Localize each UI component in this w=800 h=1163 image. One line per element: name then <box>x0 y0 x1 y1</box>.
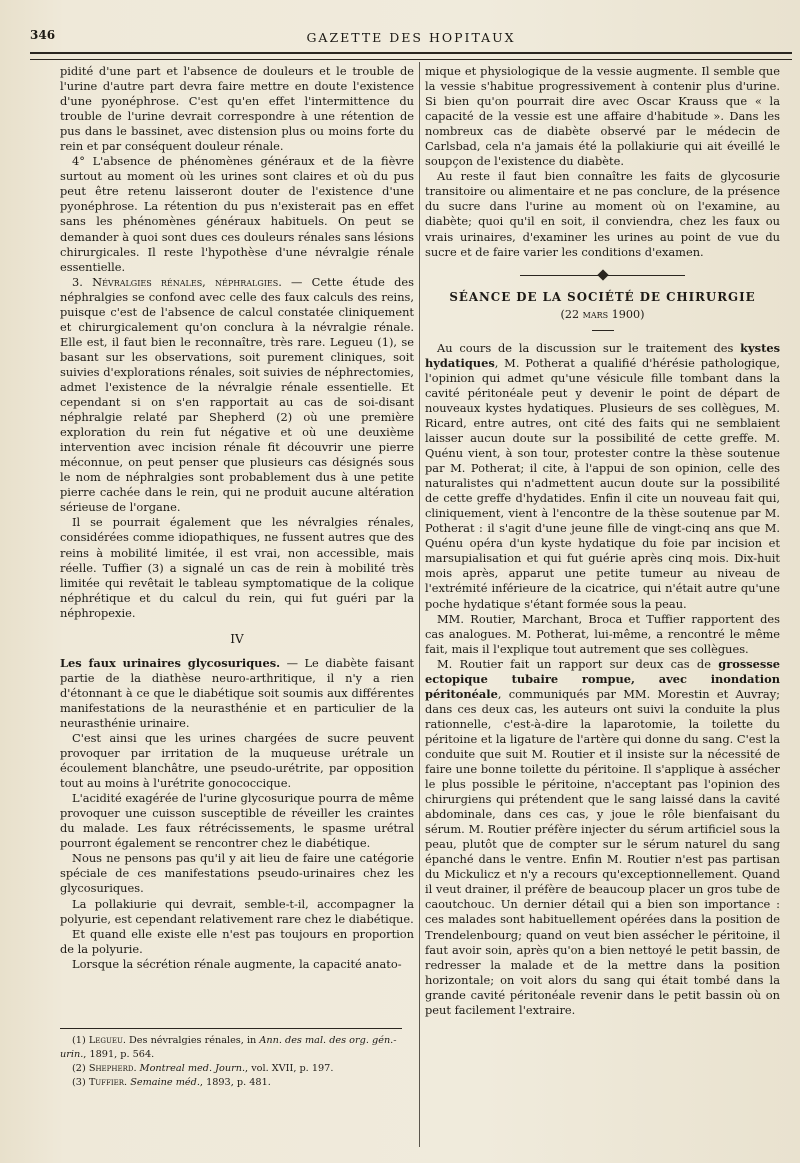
paragraph: L'acidité exagérée de l'urine glycosurique pourra de même provoquer une cuisson susceptible de réveiller les craintes du malade. Les faux rétrécissements, le spasme urétral pourront également se rencontrer chez le diabétique. <box>60 791 414 851</box>
subheading-nevralgies: Névralgies rénales, néphralgies. <box>92 274 282 289</box>
paragraph: La pollakiurie qui devrait, semble-t-il, accompagner la polyurie, est cependant relativement rare chez le diabétique. <box>60 896 414 926</box>
section-ornament <box>425 270 780 280</box>
emphasis-kystes: kystes hydatiques <box>425 340 780 370</box>
footnote-author: Legueu. <box>88 1035 126 1046</box>
footnote-journal: Semaine méd. <box>130 1077 200 1088</box>
paragraph-body: — Cette étude des néphralgies se confond avec celle des faux calculs des reins, puisque c'est de l'absence de calcul constatée cliniquement et chirurgicalement qu'on conclura à la névralgie rénale. Elle est, il faut bien le reconnaître, très rare. Legueu (1), se basant sur les observations, soit purement cliniques, soit suivies d'explorations rénales, soit suivies de néphrectomies, admet l'existence de la névralgie rénale essentielle. Et cependant si on s'en rapportait au cas de soi-disant néphralgie relaté par Shepherd (2) où une première exploration du rein fut négative et où une deuxième intervention avec incision rénale fit découvrir une pierre méconnue, on peut penser que plusieurs cas désignés sous le nom de néphralgies sont probablement dus à une petite pierre cachée dans le rein, qui ne produit aucune altération sérieuse de l'organe. <box>60 274 415 515</box>
right-column <box>425 64 780 1018</box>
short-rule <box>592 330 614 331</box>
header-rule <box>30 52 792 60</box>
ornament-diamond-icon <box>597 269 608 280</box>
paragraph: Lorsque la sécrétion rénale augmente, la capacité anato- <box>72 956 402 971</box>
paragraph: Au reste il faut bien connaître les faits de glycosurie transitoire ou alimentaire et ne pas conclure, de la présence du sucre dans l'urine au moment où on l'examine, au diabète; quoi qu'il en soit, il conviendra, chez les faux ou vrais urinaires, d'examiner les urines au point de vue du sucre et de faire varier les conditions d'examen. <box>425 169 780 259</box>
paragraph: C'est ainsi que les urines chargées de sucre peuvent provoquer par irritation de la muqueuse urétrale un écoulement blanchâtre, une pseudo-urétrite, par opposition tout au moins à l'urétrite gonococcique. <box>60 731 414 791</box>
footnote-2: (2) Shepherd. Montreal med. Journ., vol. XVII, p. 197. <box>72 1063 334 1074</box>
paragraph: 4° L'absence de phénomènes généraux et de la fièvre surtout au moment où les urines sont claires et où du pus peut être retenu laisseront douter de l'existence d'une pyonéphrose. La rétention du pus n'existerait pas en effet sans les phénomènes généraux habituels. On peut se demander à quoi sont dues ces douleurs rénales sans lésions chirurgicales. Il reste l'hypothèse d'une névralgie rénale essentielle. <box>60 154 414 274</box>
paragraph: pidité d'une part et l'absence de douleurs et le trouble de l'urine d'autre part devra faire mettre en doute l'existence d'une pyonéphrose. C'est qu'en effet l'intermittence du trouble de l'urine devrait correspondre à une rétention de pus dans le bassinet, avec distension plus ou moins forte du rein et par conséquent douleur rénale. <box>60 64 414 154</box>
page-number: 346 <box>30 28 56 42</box>
footnote-journal: Ann. des mal. des org. gén.-urin. <box>60 1035 397 1060</box>
footnote-author: Shepherd. <box>88 1063 137 1074</box>
paragraph-body: — Le diabète faisant partie de la diathèse neuro-arthritique, il n'y a rien d'étonnant à ce que le diabétique soit soumis aux différentes manifestations de la neurasthénie et en particulier de la neurasthénie urinaire. <box>60 655 414 730</box>
footnote-3: (3) Tuffier. Semaine méd., 1893, p. 481. <box>72 1077 271 1088</box>
page-header <box>30 26 792 50</box>
left-column <box>60 64 414 972</box>
footnotes <box>60 1034 414 1090</box>
paragraph-kystes: Au cours de la discussion sur le traitement des kystes hydatiques, M. Potherat a qualifié d'hérésie pathologique, l'opinion qui admet qu'une vésicule fille tombant dans la cavité péritonéale peut y devenir le point de départ de nouveaux kystes hydatiques. Plusieurs de ses collègues, M. Ricard, entre autres, ont cité des faits qui ne semblaient laisser aucun doute sur la possibilité de cette greffe. M. Quénu vient, à son tour, protester contre la thèse soutenue par M. Potherat; il cite, à l'appui de son opinion, celle des naturalistes qui n'admettent aucun doute sur la possibilité de cette greffe d'hydatides. Enfin il cite un nouveau fait qui, cliniquement, vient à l'encontre de la thèse soutenue par M. Potherat : il s'agit d'une jeune fille de vingt-cinq ans que M. Quénu opéra d'un kyste hydatique du foie par incision et marsupialisation et qui fut guérie après cinq mois. Dix-huit mois après, apparut une petite tumeur au niveau de l'extrémité inférieure de la cicatrice, qui n'était autre qu'une poche hydatique s'étant formée sous la peau. <box>425 340 780 611</box>
item-number: 3. <box>72 274 83 289</box>
footnote-1: (1) Legueu. Des névralgies rénales, in Ann. des mal. des org. gén.-urin., 1891, p. 564. <box>60 1035 397 1060</box>
paragraph: Nous ne pensons pas qu'il y ait lieu de faire une catégorie spéciale de ces manifestations pseudo-urinaires chez les glycosuriques. <box>60 851 414 896</box>
section-date: (22 mars 1900) <box>560 307 645 321</box>
column-divider <box>419 62 420 1147</box>
subheading-faux-urinaires: Les faux urinaires glycosuriques. <box>60 655 281 670</box>
paragraph: MM. Routier, Marchant, Broca et Tuffier rapportent des cas analogues. M. Potherat, lui-même, a rencontré le même fait, mais il l'explique tout autrement que ses collègues. <box>425 611 780 656</box>
footnote-author: Tuffier. <box>88 1077 128 1088</box>
footnote-journal: Montreal med. Journ. <box>139 1063 246 1074</box>
section-number: IV <box>230 631 244 646</box>
section-heading: SÉANCE DE LA SOCIÉTÉ DE CHIRURGIE <box>449 289 756 304</box>
paragraph-nevralgies <box>60 275 414 516</box>
paragraph-grossesse: M. Routier fait un rapport sur deux cas de grossesse ectopique tubaire rompue, avec inondation péritonéale, communiqués par MM. Morestin et Auvray; dans ces deux cas, les auteurs ont suivi la conduite la plus rationnelle, c'est-à-dire la laparotomie, la toilette du péritoine et la ligature de l'artère qui donne du sang. C'est la conduite que suit M. Routier et il insiste sur la nécessité de faire une bonne toilette du péritoine. Il s'applique à assécher le plus possible le péritoine, n'acceptant pas l'opinion des chirurgiens qui prétendent que le sang laissé dans la cavité abdominale, dans ces cas, y joue le rôle bienfaisant du sérum. M. Routier préfère injecter du sérum artificiel sous la peau, plutôt que de compter sur le sérum naturel du sang épanché dans le ventre. Enfin M. Routier n'est pas partisan du Mickulicz et n'y a recours qu'exceptionnellement. Quand il veut drainer, il préfère de beaucoup placer un gros tube de caoutchouc. Un dernier détail qui a bien son importance : ces malades sont habituellement opérées dans la position de Trendelenbourg; quand on veut bien assécher le péritoine, il faut avoir soin, après qu'on a bien nettoyé le petit bassin, de redresser la malade et de la mettre dans la position horizontale; on voit alors du sang qui était tombé dans la grande cavité péritonéale revenir dans le petit bassin où on peut facilement l'extraire. <box>425 656 780 1017</box>
paragraph: mique et physiologique de la vessie augmente. Il semble que la vessie s'habitue progressivement à contenir plus d'urine. Si bien qu'on pourrait dire avec Oscar Krauss que « la capacité de la vessie est une affaire d'habitude ». Dans les nombreux cas de diabète observé par le médecin de Carlsbad, cela n'a jamais été la pollakiurie qui ait éveillé le soupçon de l'existence du diabète. <box>425 64 780 169</box>
emphasis-grossesse: grossesse ectopique tubaire rompue, avec inondation péritonéale <box>425 656 780 701</box>
footnote-rule <box>60 1028 402 1029</box>
running-title: GAZETTE DES HOPITAUX <box>306 30 516 45</box>
paragraph: Et quand elle existe elle n'est pas toujours en proportion de la polyurie. <box>60 926 414 956</box>
paragraph-faux-urinaires <box>60 656 414 731</box>
paragraph: Il se pourrait également que les névralgies rénales, considérées comme idiopathiques, ne fussent autres que des reins à mobilité limitée, il est vrai, non accessible, mais réelle. Tuffier (3) a signalé un cas de rein à mobilité très limitée qui revêtait le tableau symptomatique de la colique néphrétique et du calcul du rein, qui fut guéri par la néphropexie. <box>60 515 414 620</box>
